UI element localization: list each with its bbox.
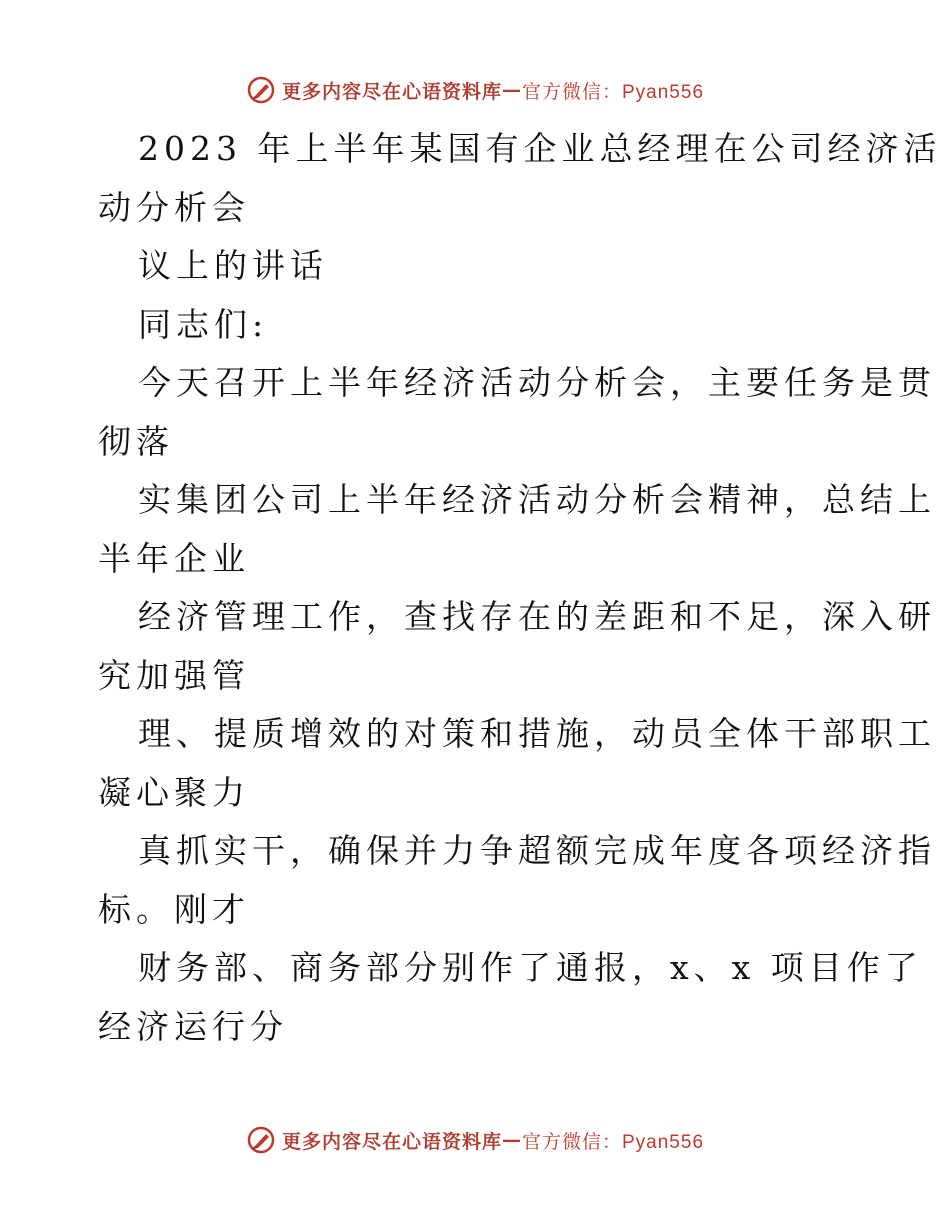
pen-logo-icon (246, 75, 276, 105)
paragraph-line: 经济运行分 (98, 1006, 288, 1046)
paragraph-line: 究加强管 (98, 655, 250, 695)
paragraph-line: 彻落 (98, 421, 174, 461)
banner-wechat-id: 官方微信：Pyan556 (522, 1131, 705, 1153)
paragraph-line: 今天召开上半年经济活动分析会，主要任务是贯 (138, 363, 936, 402)
banner-dash: — (502, 1129, 522, 1151)
salutation: 同志们: (138, 304, 269, 344)
paragraph-line: 实集团公司上半年经济活动分析会精神，总结上 (138, 480, 936, 519)
title-line: 动分析会 (98, 187, 250, 227)
banner-wechat-id: 官方微信：Pyan556 (522, 81, 705, 103)
paragraph-line: 标。刚才 (98, 889, 250, 929)
title-line: 2023 年上半年某国有企业总经理在公司经济活 (138, 129, 942, 168)
banner-slogan: 更多内容尽在心语资料库 (281, 80, 502, 103)
header-watermark-banner (0, 70, 950, 110)
paragraph-line: 财务部、商务部分别作了通报，x、x 项目作了 (138, 948, 923, 987)
paragraph-line: 半年企业 (98, 538, 250, 578)
banner-slogan: 更多内容尽在心语资料库 (281, 1130, 502, 1153)
title-line: 议上的讲话 (138, 246, 328, 285)
paragraph-line: 凝心聚力 (98, 772, 250, 812)
paragraph-line: 真抓实干，确保并力争超额完成年度各项经济指 (138, 831, 936, 870)
banner-dash: — (502, 79, 522, 101)
pen-logo-icon (246, 1125, 276, 1155)
paragraph-line: 理、提质增效的对策和措施，动员全体干部职工 (138, 714, 936, 753)
document-body (98, 120, 942, 1056)
footer-watermark-banner (0, 1120, 950, 1160)
paragraph-line: 经济管理工作，查找存在的差距和不足，深入研 (138, 597, 936, 636)
